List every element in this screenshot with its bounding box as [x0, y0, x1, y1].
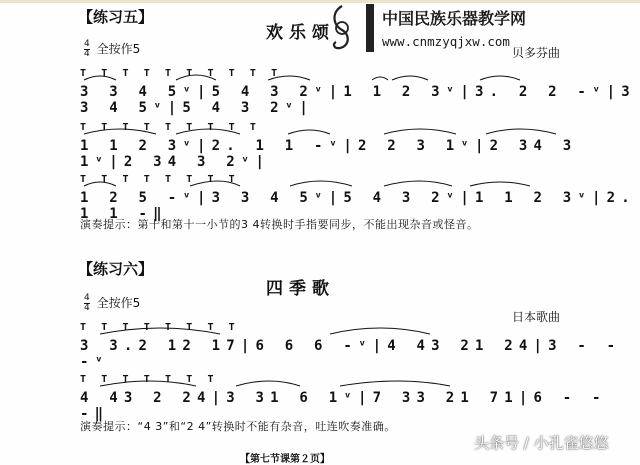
- exercise-5-label: 【练习五】: [78, 8, 154, 26]
- time-signature: $\frac{4}{4}$: [84, 39, 90, 59]
- tongue-marks-row: T T T T T T T T: [80, 322, 240, 333]
- time-signature: $\frac{4}{4}$: [84, 293, 90, 313]
- exercise-5-title: 欢乐颂: [266, 23, 335, 43]
- exercise-5-composer: 贝多芬曲: [512, 46, 561, 60]
- exercise-6-title: 四季歌: [266, 279, 335, 299]
- score-line: 4 43 2 24|3 31 6 1ᵛ|7 33 21 71|6 - - -‖: [80, 390, 607, 422]
- tongue-marks-row: T T T T T T T: [80, 374, 219, 385]
- tongue-marks-row: T T T T T T T T T: [80, 122, 261, 133]
- fingering-note: 全按作5: [96, 296, 141, 310]
- score-line: 1 2 5 -ᵛ|3 3 4 5ᵛ|5 4 3 2ᵛ|1 1 2 3ᵛ|2. 1 1 -‖: [80, 190, 636, 222]
- exercise-6-label: 【练习六】: [78, 260, 154, 278]
- score-line: 1 1 2 3ᵛ|2. 1 1 -ᵛ|2 2 3 1ᵛ|2 34 3 1ᵛ|2 34 3 2ᵛ|: [80, 138, 578, 170]
- exercise-6-composer: 日本歌曲: [512, 310, 561, 324]
- tongue-marks-row: T T T T T T T T: [80, 174, 240, 185]
- fingering-note: 全按作5: [96, 42, 141, 56]
- tongue-marks-row: T T T T T T T T T T: [80, 68, 282, 79]
- site-url: www.cnmzyqjxw.com: [382, 34, 510, 49]
- score-line: 3 3.2 12 17|6 6 6 -ᵛ|4 43 21 24|3 - - -ᵛ: [80, 338, 622, 370]
- score-line: 3 3 4 5ᵛ|5 4 3 2ᵛ|1 1 2 3ᵛ|3. 2 2 -ᵛ|3 3 4 5ᵛ|5 4 3 2ᵛ|: [80, 84, 636, 116]
- site-name: 中国民族乐器教学网: [382, 9, 527, 28]
- exercise-6-tip: 演奏提示：“4 3”和“2 4”转换时不能有杂音，吐连吹奏准确。: [80, 420, 396, 433]
- credit-watermark: 头条号 / 小孔雀悠悠: [474, 434, 609, 452]
- exercise-5-tip: 演奏提示：第十和第十一小节的3 4转换时手指要同步，不能出现杂音或怪音。: [80, 218, 479, 231]
- page-footer-cut: 【第七节课第２页】: [240, 454, 330, 465]
